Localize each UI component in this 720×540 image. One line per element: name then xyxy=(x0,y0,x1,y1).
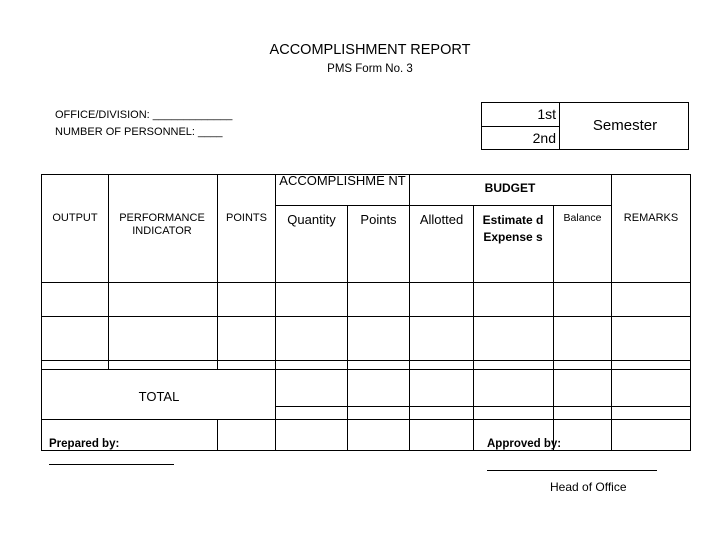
header-allotted: Allotted xyxy=(419,212,464,227)
semester-first-option[interactable]: 1st xyxy=(537,106,556,122)
semester-label: Semester xyxy=(592,117,658,134)
header-points: POINTS xyxy=(226,212,267,224)
prepared-by-label: Prepared by: xyxy=(49,438,120,450)
head-of-office-label: Head of Office xyxy=(550,480,627,494)
header-budget: BUDGET xyxy=(484,181,536,195)
semester-second-option[interactable]: 2nd xyxy=(532,130,556,146)
header-accomplishment: ACCOMPLISHME NT xyxy=(279,173,406,188)
header-performance-indicator: PERFORMANCE INDICATOR xyxy=(119,212,205,237)
header-accomplishment-points: Points xyxy=(360,212,397,227)
approved-by-label: Approved by: xyxy=(487,438,562,450)
total-label: TOTAL xyxy=(138,389,180,404)
header-estimated-expenses: Estimate d Expense s xyxy=(482,213,544,244)
header-output: OUTPUT xyxy=(52,212,98,224)
header-remarks: REMARKS xyxy=(623,212,679,224)
approved-by-signature-line xyxy=(487,470,657,471)
prepared-by-signature-line xyxy=(49,464,174,465)
report-title: ACCOMPLISHMENT REPORT xyxy=(269,42,471,58)
number-of-personnel-field: NUMBER OF PERSONNEL: ____ xyxy=(55,126,223,138)
office-division-field: OFFICE/DIVISION: _____________ xyxy=(55,109,233,121)
header-balance: Balance xyxy=(563,212,602,224)
form-number: PMS Form No. 3 xyxy=(327,63,413,75)
header-quantity: Quantity xyxy=(287,212,336,227)
